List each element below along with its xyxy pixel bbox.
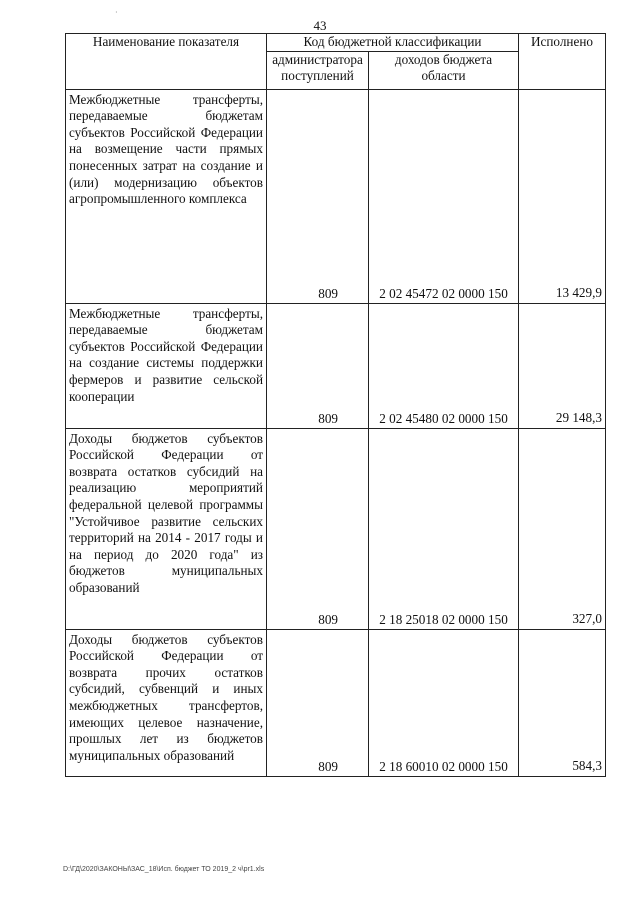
budget-table [65,33,606,777]
revenue-code: 2 02 45472 02 0000 150 [369,89,519,303]
administrator-code: 809 [267,89,369,303]
header-classification-code: Код бюджетной классификации [267,34,519,52]
table-row [66,303,606,428]
table-row [66,629,606,776]
revenue-code: 2 02 45480 02 0000 150 [369,303,519,428]
header-administrator: администратора поступлений [267,51,369,89]
executed-amount: 13 429,9 [519,89,606,303]
indicator-name: Межбюджетные трансферты, передаваемые бюджетам субъектов Российской Федерации на создание системы поддержки фермеров и развитие сельской кооперации [66,303,267,428]
indicator-name: Доходы бюджетов субъектов Российской Федерации от возврата прочих остатков субсидий, субвенций и иных межбюджетных трансфертов, имеющих целевое назначение, прошлых лет из бюджетов муниципальных образований [66,629,267,776]
administrator-code: 809 [267,629,369,776]
administrator-code: 809 [267,428,369,629]
indicator-name: Доходы бюджетов субъектов Российской Федерации от возврата остатков субсидий на реализацию мероприятий федеральной целевой программы "Устойчивое развитие сельских территорий на 2014 - 2017 годы и на период до 2020 года" из бюджетов муниципальных образований [66,428,267,629]
indicator-name: Межбюджетные трансферты, передаваемые бюджетам субъектов Российской Федерации на возмещение части прямых понесенных затрат на создание и (или) модернизацию объектов агропромышленного комплекса [66,89,267,303]
file-path-footer: D:\ГД\2020\ЗАКОНЫ\ЗАС_18\Исп. бюджет ТО 2019_2 ч\pr1.xls [63,866,265,873]
table-row [66,89,606,303]
executed-amount: 327,0 [519,428,606,629]
page-number: 43 [313,18,327,33]
executed-amount: 29 148,3 [519,303,606,428]
executed-amount: 584,3 [519,629,606,776]
header-executed: Исполнено [519,34,606,90]
header-indicator-name: Наименование показателя [66,34,267,90]
header-revenue-code: доходов бюджета области [369,51,519,89]
revenue-code: 2 18 60010 02 0000 150 [369,629,519,776]
scan-speck: · [115,8,118,17]
administrator-code: 809 [267,303,369,428]
revenue-code: 2 18 25018 02 0000 150 [369,428,519,629]
table-row [66,428,606,629]
